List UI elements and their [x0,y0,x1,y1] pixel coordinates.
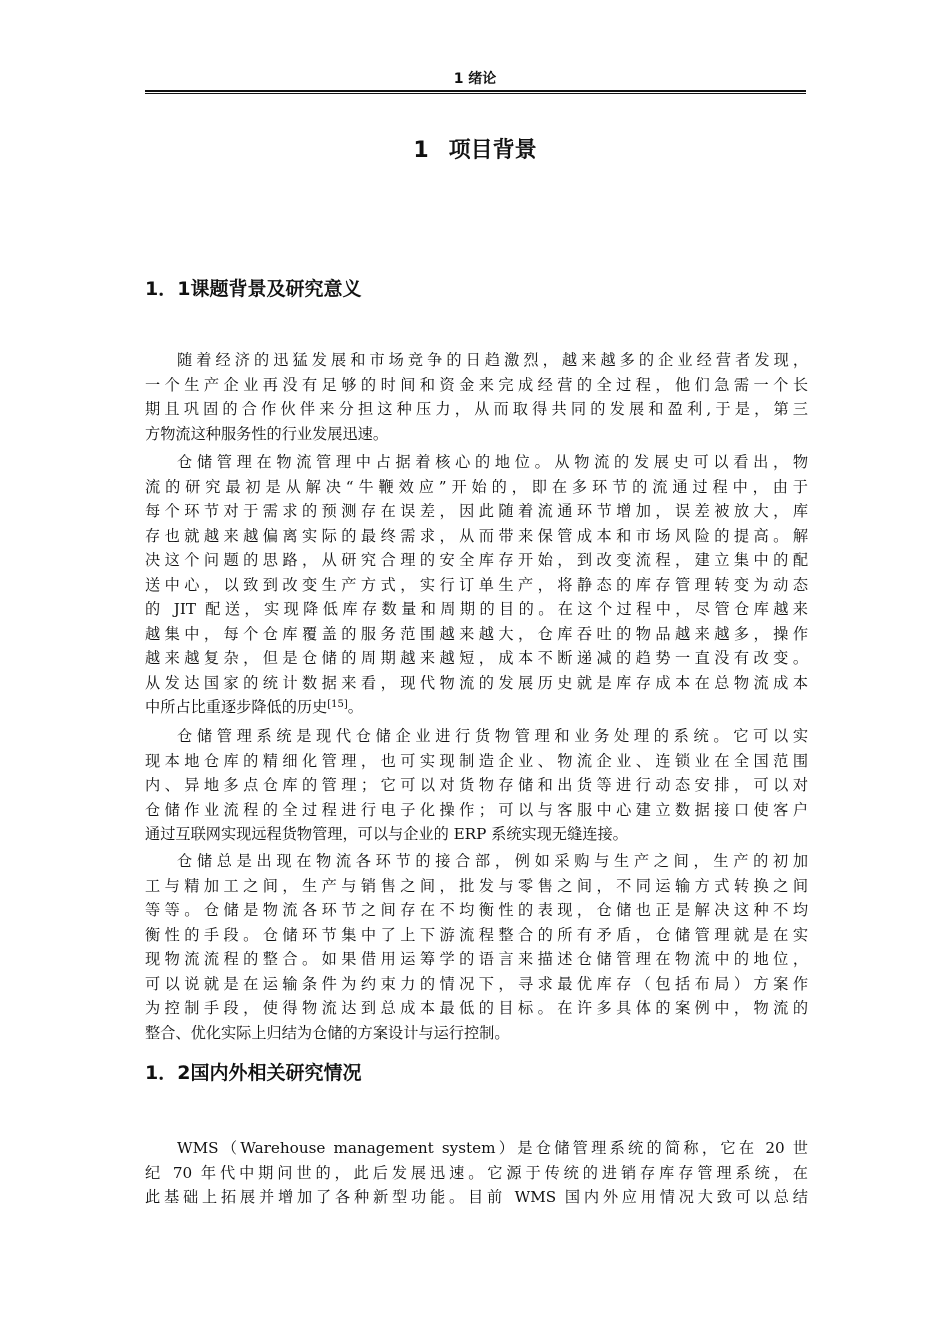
text-line-tail: 。 [347,698,363,716]
text-line: 仓储总是出现在物流各环节的接合部，例如采购与生产之间，生产的初加 [177,852,808,870]
text-line: 送中心，以致到改变生产方式，实行订单生产，将静态的库存管理转变为动态 [145,575,808,594]
text-line: 中所占比重逐步降低的历史 [145,698,328,716]
text-line: 随着经济的迅猛发展和市场竞争的日趋激烈，越来越多的企业经营者发现， [177,351,808,369]
running-header: 1 绪论 [453,71,497,87]
paragraph [145,348,808,446]
text-line: 决这个问题的思路，从研究合理的安全库存开始，到改变流程，建立集中的配 [145,551,808,569]
text-line: 仓储管理在物流管理中占据着核心的地位。从物流的发展史可以看出，物 [177,453,808,471]
text-line: 一个生产企业再没有足够的时间和资金来完成经营的全过程，他们急需一个长 [145,375,808,394]
text-line: 仓储作业流程的全过程进行电子化操作；可以与客服中心建立数据接口使客户 [145,800,808,819]
text-line: 等等。仓储是物流各环节之间存在不均衡性的表现，仓储也正是解决这种不均 [145,901,808,919]
paragraph [145,1136,808,1210]
text-line: 每个环节对于需求的预测存在误差，因此随着流通环节增加，误差被放大，库 [145,502,808,520]
text-line: 此基础上拓展并增加了各种新型功能。目前 WMS 国内外应用情况大致可以总结 [145,1188,808,1206]
chapter-number: 1 [413,138,429,163]
text-line: 流的研究最初是从解决“牛鞭效应”开始的，即在多环节的流通过程中，由于 [145,477,808,496]
paragraph [145,849,808,1045]
text-line: 通过互联网实现远程货物管理，可以与企业的 ERP 系统实现无缝连接。 [145,825,628,843]
text-line: 内、异地多点仓库的管理；它可以对货物存储和出货等进行动态安排，可以对 [145,776,808,794]
chapter-title-text: 项目背景 [448,138,537,163]
paragraph [145,450,808,720]
text-line: 现本地仓库的精细化管理，也可实现制造企业、物流企业、连锁业在全国范围 [145,751,808,770]
citation-ref: [15] [327,699,348,710]
text-line: 为控制手段，使得物流达到总成本最低的目标。在许多具体的案例中，物流的 [145,999,808,1017]
text-line: 工与精加工之间，生产与销售之间，批发与零售之间，不同运输方式转换之间 [145,876,808,895]
text-line: 越来越复杂，但是仓储的周期越来越短，成本不断递减的趋势一直没有改变。 [145,649,808,667]
text-line: 现物流流程的整合。如果借用运筹学的语言来描述仓储管理在物流中的地位， [145,950,808,968]
section-heading-1-2: 1．2国内外相关研究情况 [145,1062,362,1084]
paragraph [145,724,808,847]
text-line: 存也就越来越偏离实际的最终需求，从而带来保管成本和市场风险的提高。解 [145,526,808,545]
text-line: 纪 70 年代中期问世的，此后发展迅速。它源于传统的进销存库存管理系统，在 [145,1163,808,1182]
text-line: 仓储管理系统是现代仓储企业进行货物管理和业务处理的系统。它可以实 [177,727,808,745]
text-line: 方物流这种服务性的行业发展迅速。 [145,424,388,443]
text-line: 的 JIT 配送，实现降低库存数量和周期的目的。在这个过程中，尽管仓库越来 [145,600,808,618]
text-line-with-citation [145,695,808,720]
section-heading-1-1: 1．1课题背景及研究意义 [145,278,362,300]
text-line: 可以说就是在运输条件为约束力的情况下，寻求最优库存（包括布局）方案作 [145,974,808,993]
text-line: 期且巩固的合作伙伴来分担这种压力，从而取得共同的发展和盈利,于是，第三 [145,400,808,418]
header-rule [145,90,806,94]
text-line: 越集中，每个仓库覆盖的服务范围越来越大，仓库吞吐的物品越来越多，操作 [145,624,808,643]
text-line: 从发达国家的统计数据来看，现代物流的发展历史就是库存成本在总物流成本 [145,673,808,692]
text-line: 整合、优化实际上归结为仓储的方案设计与运行控制。 [145,1023,510,1042]
text-line: 衡性的手段。仓储环节集中了上下游流程整合的所有矛盾，仓储管理就是在实 [145,925,808,944]
text-line: WMS（Warehouse management system）是仓储管理系统的简称，它在 20 世 [177,1139,808,1157]
chapter-title [145,136,805,166]
